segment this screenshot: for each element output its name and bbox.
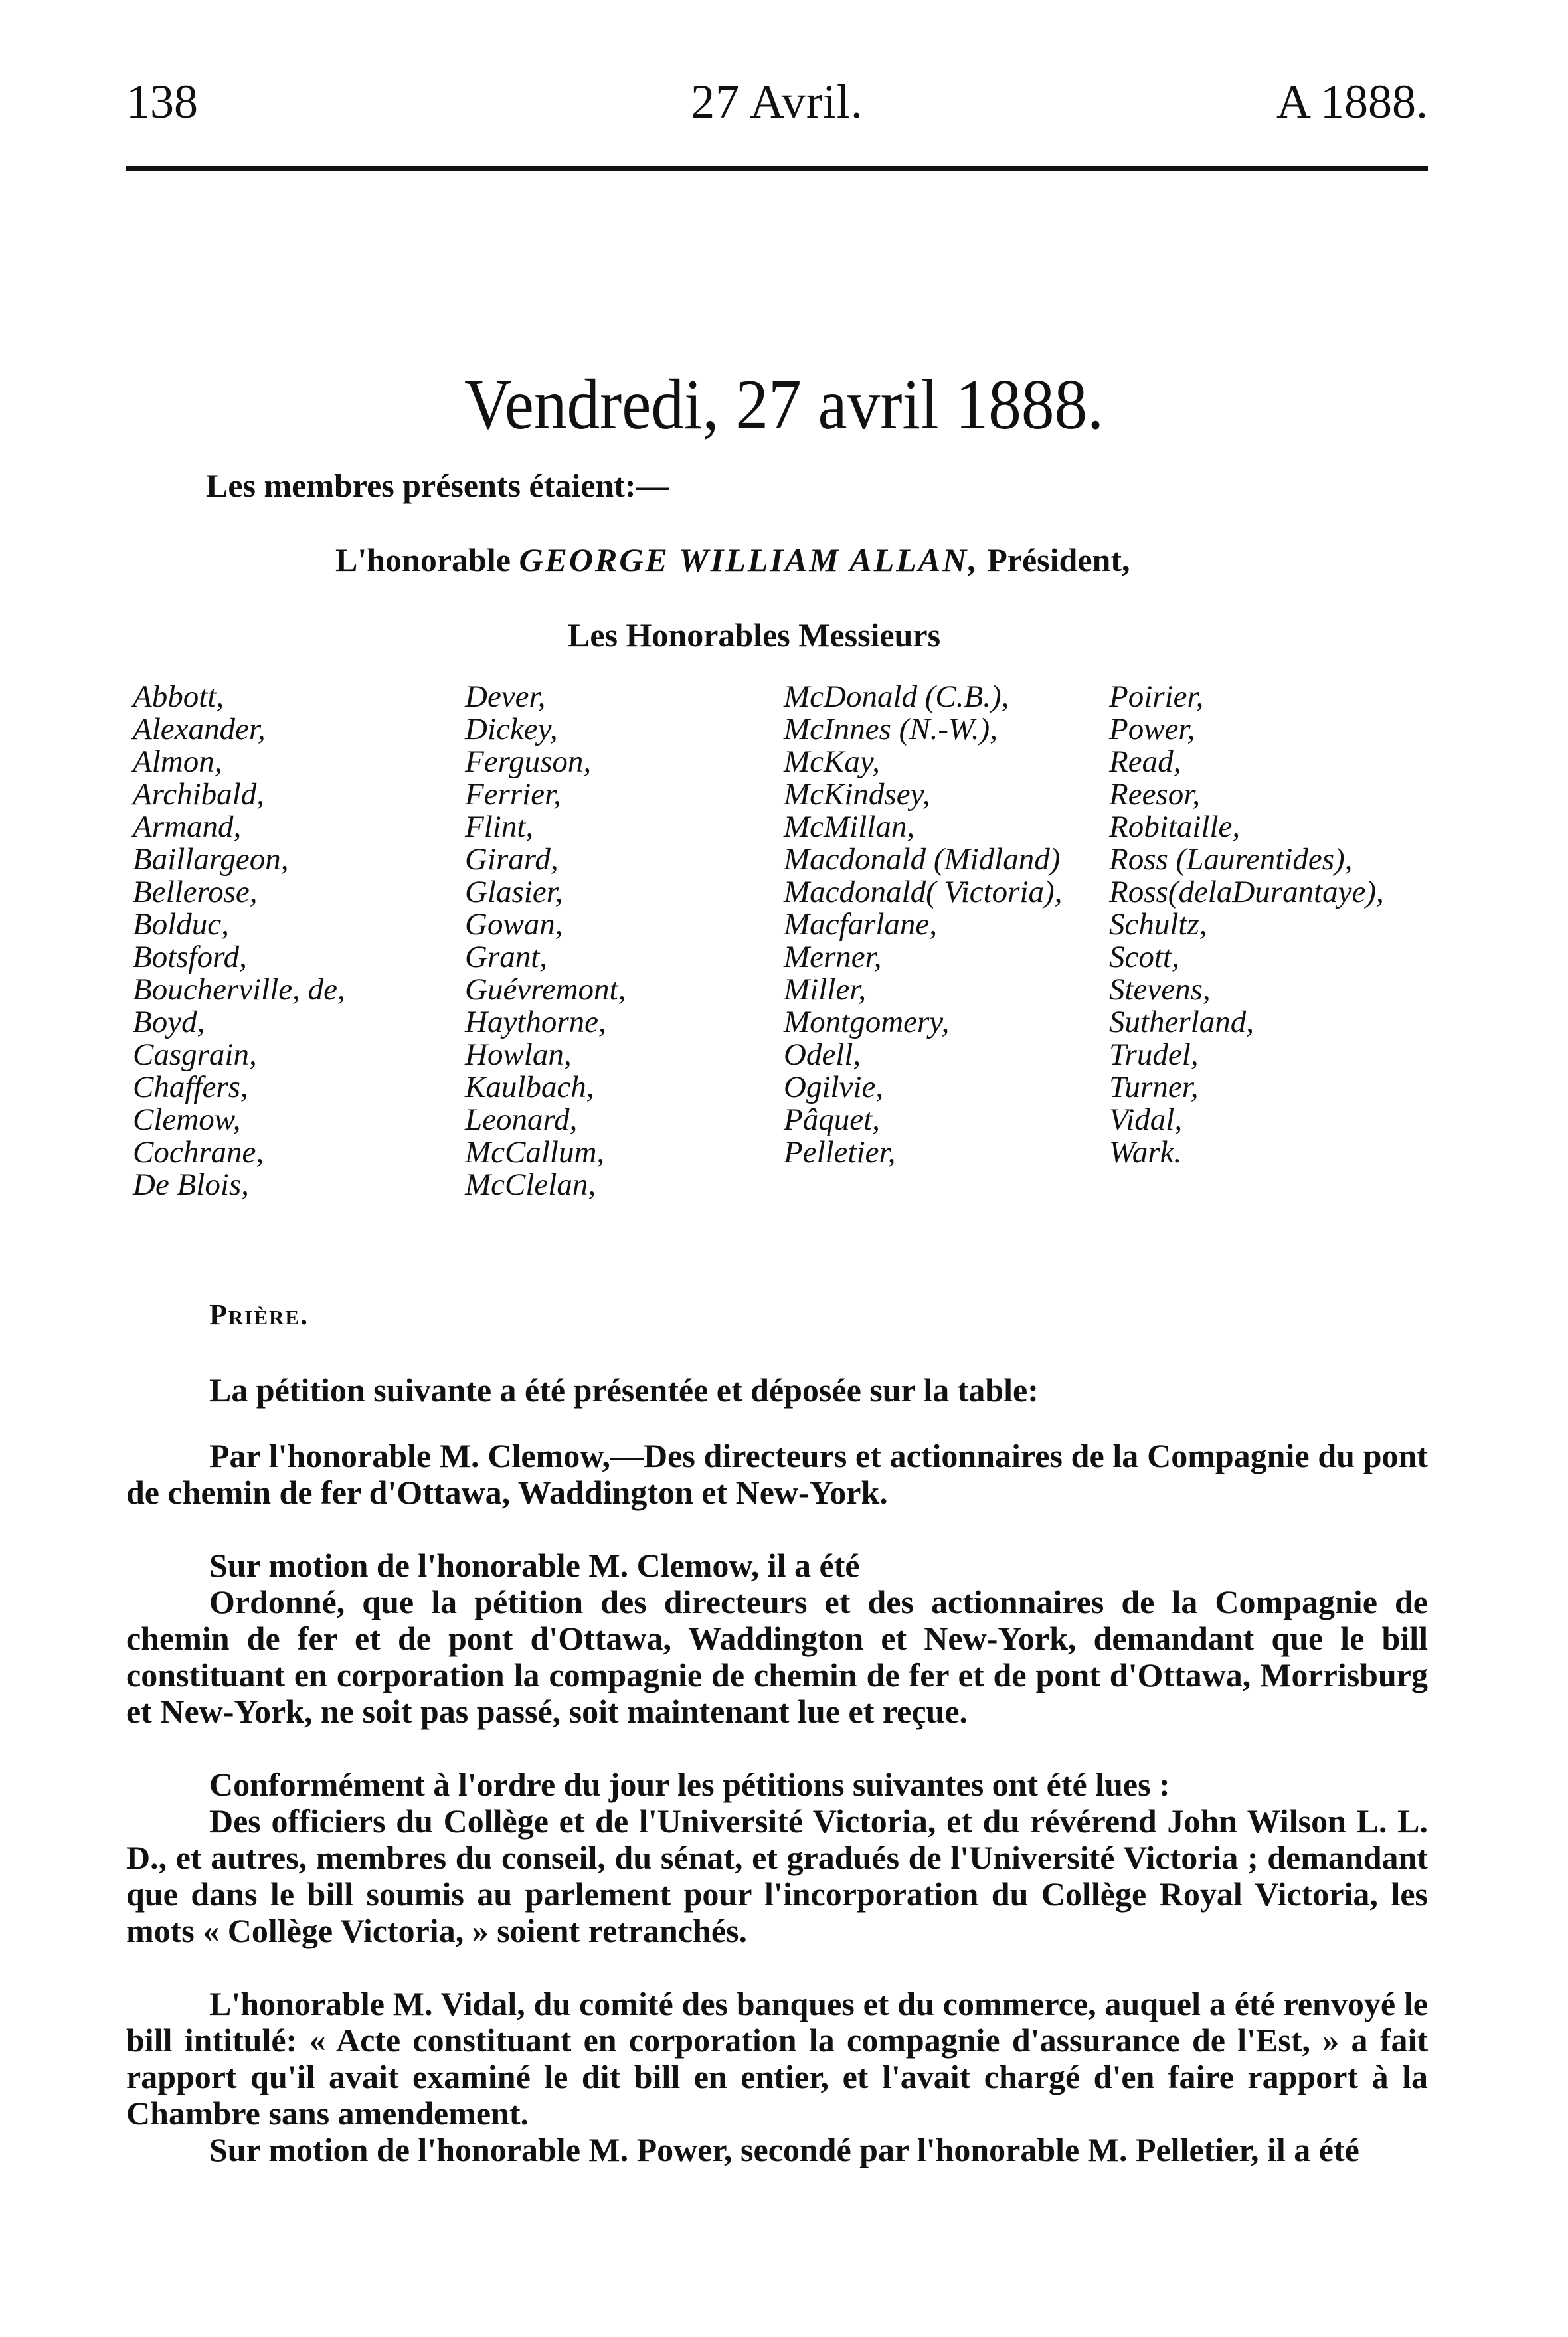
- member-name: Scott,: [1109, 940, 1179, 974]
- running-head: [126, 72, 1428, 131]
- member-name: McClelan,: [465, 1168, 596, 1202]
- member-name: Casgrain,: [133, 1037, 257, 1072]
- president-prefix: L'honorable: [335, 541, 511, 578]
- member-name: Ross (Laurentides),: [1109, 842, 1353, 877]
- order-of-day-intro: Conformément à l'ordre du jour les pétitions suivantes ont été lues :: [209, 1766, 1170, 1803]
- motion-intro: Sur motion de l'honorable M. Clemow, il a été: [209, 1547, 860, 1584]
- member-name: Abbott,: [133, 679, 224, 714]
- member-name: Poirier,: [1109, 679, 1204, 714]
- member-name: McMillan,: [784, 810, 915, 844]
- prayer-heading: Prière.: [209, 1298, 309, 1331]
- motion-order: Ordonné, que la pétition des directeurs et des actionnaires de la Compagnie de chemin de fer et de pont d'Ottawa, Waddington et New-York, demandant que le bill constituant en corporation la compagnie de chemin de fer et de pont d'Ottawa, Morrisburg et New-York, ne soit pas passé, soit maintenant lue et reçue.: [126, 1583, 1428, 1730]
- member-name: Almon,: [133, 744, 222, 779]
- member-name: McKay,: [784, 744, 880, 779]
- president-title: Président,: [987, 541, 1130, 578]
- member-name: Archibald,: [133, 777, 264, 812]
- petition-text: Par l'honorable M. Clemow,—Des directeurs et actionnaires de la Compagnie du pont de chemin de fer d'Ottawa, Waddington et New-York.: [126, 1437, 1428, 1511]
- member-name: Macdonald( Victoria),: [784, 875, 1063, 909]
- petition-intro: La pétition suivante a été présentée et déposée sur la table:: [209, 1371, 1039, 1409]
- member-name: De Blois,: [133, 1168, 249, 1202]
- member-name: Bolduc,: [133, 907, 229, 942]
- members-column-1: [133, 681, 345, 1201]
- member-name: McCallum,: [465, 1135, 605, 1169]
- motion-paragraph: [126, 1547, 1428, 1730]
- honourables-heading: Les Honorables Messieurs: [568, 616, 941, 653]
- member-name: Pelletier,: [784, 1135, 896, 1169]
- member-name: Clemow,: [133, 1102, 241, 1137]
- member-name: Armand,: [133, 810, 242, 844]
- member-name: Vidal,: [1109, 1102, 1183, 1137]
- member-name: Guévremont,: [465, 972, 626, 1007]
- member-name: Ferrier,: [465, 777, 561, 812]
- member-name: Dever,: [465, 679, 546, 714]
- president-name: GEORGE WILLIAM ALLAN,: [519, 541, 979, 578]
- running-head-date: 27 Avril.: [691, 75, 863, 128]
- member-name: Cochrane,: [133, 1135, 264, 1169]
- order-of-day-paragraph: [126, 1767, 1428, 1949]
- page-title: Vendredi, 27 avril 1888.: [464, 365, 1104, 444]
- member-name: Reesor,: [1109, 777, 1201, 812]
- member-name: Botsford,: [133, 940, 247, 974]
- member-name: McDonald (C.B.),: [784, 679, 1009, 714]
- member-name: Macfarlane,: [784, 907, 938, 942]
- member-name: Merner,: [784, 940, 882, 974]
- member-name: Sutherland,: [1109, 1005, 1255, 1039]
- member-name: Leonard,: [465, 1102, 578, 1137]
- member-name: Glasier,: [465, 875, 563, 909]
- member-name: Gowan,: [465, 907, 563, 942]
- member-name: Girard,: [465, 842, 559, 877]
- running-head-year: A 1888.: [1276, 75, 1428, 128]
- member-name: Grant,: [465, 940, 548, 974]
- order-of-day-text: Des officiers du Collège et de l'Université Victoria, et du révérend John Wilson L. L. D., et autres, membres du conseil, du sénat, et gradués de l'Université Victoria ; demandant que dans le bill soumis au parlement pour l'incorporation du Collège Royal Victoria, les mots « Collège Victoria, » soient retranchés.: [126, 1802, 1428, 1949]
- member-name: Chaffers,: [133, 1070, 248, 1104]
- member-name: McInnes (N.-W.),: [784, 712, 998, 746]
- member-name: Odell,: [784, 1037, 861, 1072]
- member-name: Stevens,: [1109, 972, 1211, 1007]
- member-name: Alexander,: [133, 712, 266, 746]
- member-name: Miller,: [784, 972, 867, 1007]
- member-name: Howlan,: [465, 1037, 572, 1072]
- committee-report-paragraph: [126, 1986, 1428, 2168]
- member-name: Bellerose,: [133, 875, 258, 909]
- member-name: Power,: [1109, 712, 1195, 746]
- president-line: [335, 539, 1130, 580]
- member-name: Haythorne,: [465, 1005, 606, 1039]
- member-name: McKindsey,: [784, 777, 930, 812]
- members-column-3: [784, 681, 1062, 1169]
- member-name: Schultz,: [1109, 907, 1207, 942]
- member-name: Dickey,: [465, 712, 558, 746]
- member-name: Flint,: [465, 810, 534, 844]
- member-name: Baillargeon,: [133, 842, 289, 877]
- member-name: Macdonald (Midland): [784, 842, 1061, 877]
- committee-report-text: L'honorable M. Vidal, du comité des banques et du commerce, auquel a été renvoyé le bill intitulé: « Acte constituant en corporation la compagnie d'assurance de l'Est, » a fait rapport qu'il avait examiné le dit bill en entier, et l'avait chargé d'en faire rapport à la Chambre sans amendement.: [126, 1985, 1428, 2132]
- member-name: Turner,: [1109, 1070, 1199, 1104]
- member-name: Ross(delaDurantaye),: [1109, 875, 1384, 909]
- member-name: Robitaille,: [1109, 810, 1241, 844]
- members-column-2: [465, 681, 626, 1201]
- header-rule: [126, 166, 1428, 171]
- member-name: Wark.: [1109, 1135, 1182, 1169]
- members-present-intro: Les membres présents étaient:—: [206, 467, 669, 504]
- member-name: Boucherville, de,: [133, 972, 345, 1007]
- member-name: Ferguson,: [465, 744, 592, 779]
- member-name: Read,: [1109, 744, 1181, 779]
- member-name: Pâquet,: [784, 1102, 880, 1137]
- member-name: Montgomery,: [784, 1005, 950, 1039]
- member-name: Ogilvie,: [784, 1070, 884, 1104]
- final-motion-text: Sur motion de l'honorable M. Power, secondé par l'honorable M. Pelletier, il a été: [209, 2131, 1359, 2168]
- members-column-4: [1109, 681, 1384, 1169]
- page-number: 138: [126, 75, 198, 128]
- petition-paragraph: [126, 1438, 1428, 1511]
- member-name: Kaulbach,: [465, 1070, 594, 1104]
- member-name: Boyd,: [133, 1005, 205, 1039]
- member-name: Trudel,: [1109, 1037, 1199, 1072]
